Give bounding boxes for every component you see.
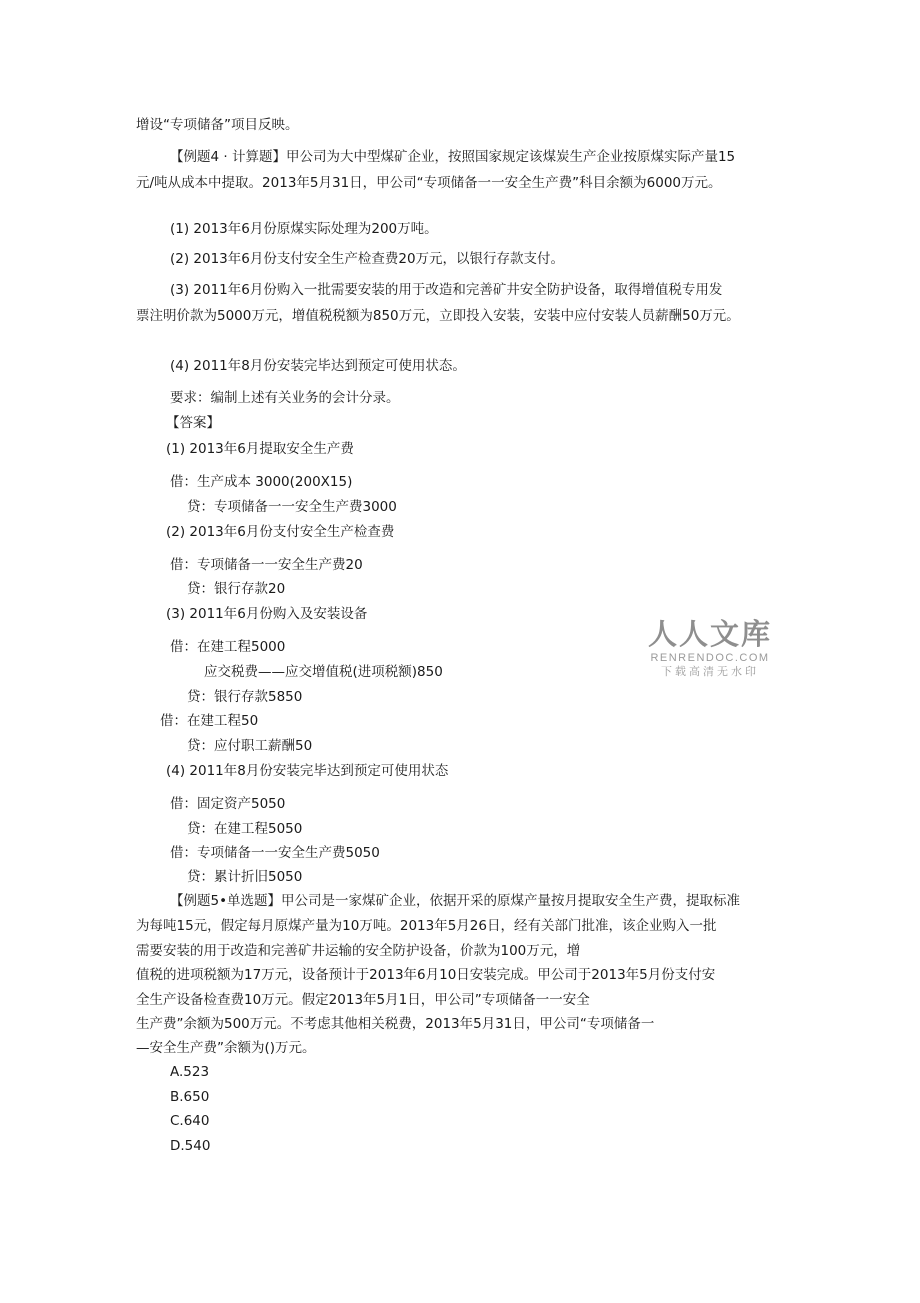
journal-entry: 借：在建工程5000	[170, 639, 286, 655]
journal-entry: 贷：应付职工薪酬50	[187, 738, 313, 754]
option-b: B.650	[170, 1089, 210, 1105]
option-d: D.540	[170, 1138, 211, 1154]
list-item: (4) 2011年8月份安装完毕达到预定可使用状态	[166, 763, 449, 779]
watermark-title: 人人文库	[647, 619, 772, 651]
journal-entry: 借：生产成本 3000(200X15)	[170, 474, 353, 490]
watermark	[640, 618, 780, 679]
list-item: (3) 2011年6月份购入一批需要安装的用于改造和完善矿井安全防护设备，取得增值税专用发	[170, 282, 723, 298]
text-line: 需要安装的用于改造和完善矿井运输的安全防护设备，价款为100万元，增	[136, 943, 581, 959]
text-line: 为每吨15元，假定每月原煤产量为10万吨。2013年5月26日，经有关部门批准，该企业购入一批	[136, 918, 717, 934]
journal-entry: 贷：银行存款5850	[187, 689, 303, 705]
list-item: (2) 2013年6月份支付安全生产检查费	[166, 524, 395, 540]
journal-entry: 借：专项储备一一安全生产费5050	[170, 845, 380, 861]
requirement-text: 要求：编制上述有关业务的会计分录。	[170, 390, 400, 406]
list-item: (1) 2013年6月提取安全生产费	[166, 441, 354, 457]
text-line: 增设“专项储备”项目反映。	[136, 117, 299, 133]
journal-entry: 借：专项储备一一安全生产费20	[170, 557, 363, 573]
option-a: A.523	[170, 1064, 210, 1080]
journal-entry: 借：固定资产5050	[170, 796, 286, 812]
watermark-domain: RENRENDOC.COM	[650, 652, 770, 664]
list-item: (4) 2011年8月份安装完毕达到预定可使用状态。	[170, 358, 466, 374]
text-line: 生产费”余额为500万元。不考虑其他相关税费，2013年5月31日，甲公司“专项储备一	[136, 1016, 655, 1032]
journal-entry: 借：在建工程50	[160, 713, 259, 729]
text-line: 全生产设备检查费10万元。假定2013年5月1日，甲公司”专项储备一一安全	[136, 992, 590, 1008]
text-line: —安全生产费”余额为()万元。	[136, 1040, 316, 1056]
option-c: C.640	[170, 1113, 210, 1129]
example-4-heading: 【例题4 · 计算题】甲公司为大中型煤矿企业，按照国家规定该煤炭生产企业按原煤实际产量15	[170, 149, 736, 165]
list-item: (3) 2011年6月份购入及安装设备	[166, 606, 368, 622]
example-5-heading: 【例题5•单选题】甲公司是一家煤矿企业，依据开采的原煤产量按月提取安全生产费，提取标准	[170, 893, 741, 909]
watermark-tagline: 下载高清无水印	[661, 666, 759, 678]
journal-entry: 应交税费——应交增值税(进项税额)850	[204, 664, 443, 680]
answer-heading: 【答案】	[166, 415, 220, 431]
text-line: 票注明价款为5000万元，增值税税额为850万元，立即投入安装，安装中应付安装人员薪酬50万元。	[136, 308, 740, 324]
text-line: 值税的进项税额为17万元，设备预计于2013年6月10日安装完成。甲公司于2013年5月份支付安	[136, 967, 716, 983]
list-item: (1) 2013年6月份原煤实际处理为200万吨。	[170, 221, 438, 237]
journal-entry: 贷：专项储备一一安全生产费3000	[187, 499, 397, 515]
journal-entry: 贷：银行存款20	[187, 581, 286, 597]
journal-entry: 贷：累计折旧5050	[187, 869, 303, 885]
journal-entry: 贷：在建工程5050	[187, 821, 303, 837]
list-item: (2) 2013年6月份支付安全生产检查费20万元，以银行存款支付。	[170, 251, 565, 267]
text-line: 元/吨从成本中提取。2013年5月31日，甲公司“专项储备一一安全生产费”科目余额为6000万元。	[136, 175, 722, 191]
